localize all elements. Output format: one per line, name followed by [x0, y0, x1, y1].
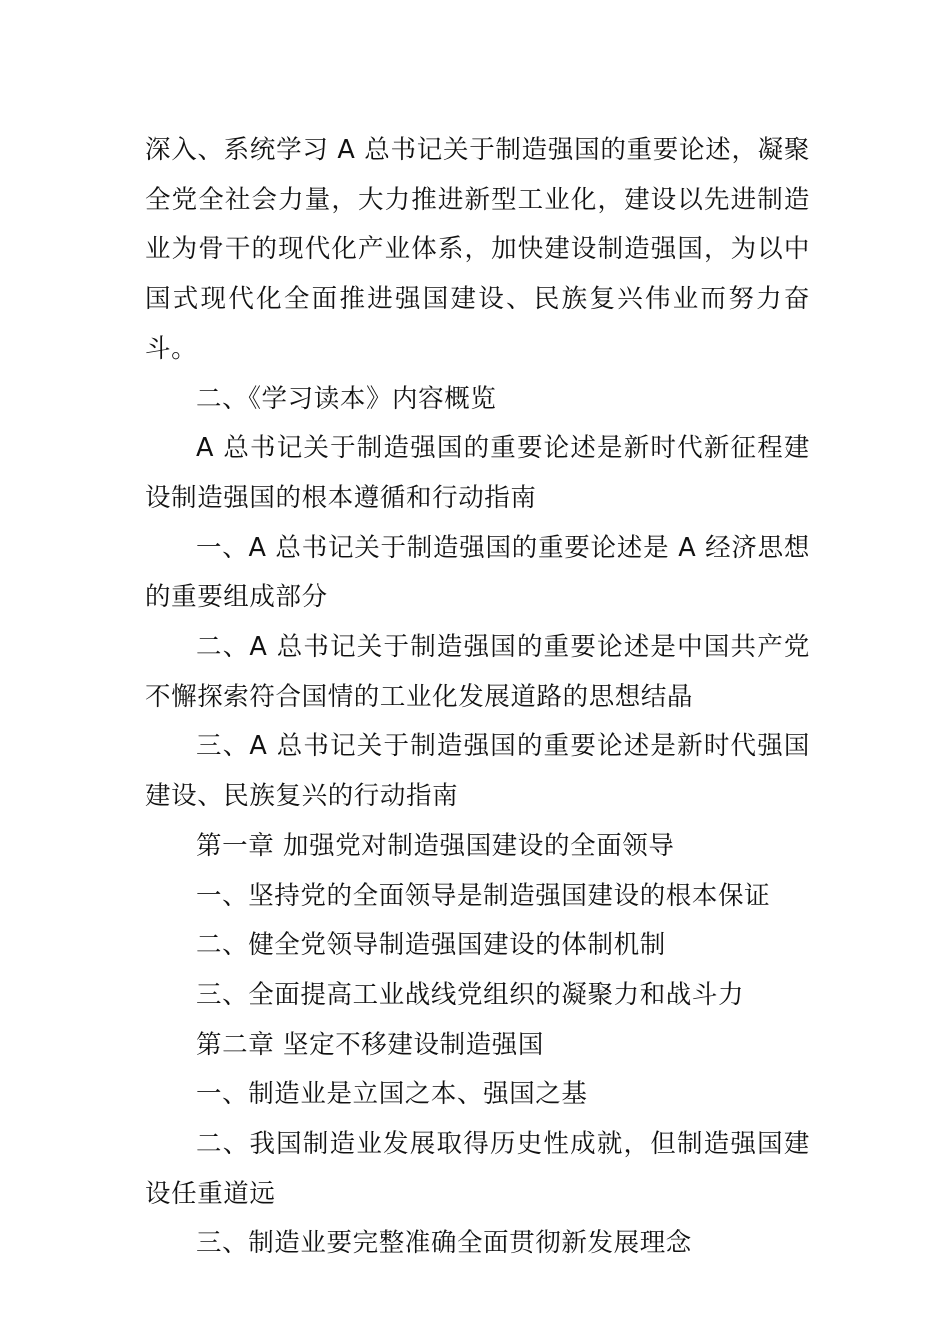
list-item: 二、我国制造业发展取得历史性成就，但制造强国建设任重道远 [145, 1129, 810, 1209]
paragraph: A 总书记关于制造强国的重要论述是新时代新征程建设制造强国的根本遵循和行动指南 [145, 433, 810, 513]
list-item: 一、A 总书记关于制造强国的重要论述是 A 经济思想的重要组成部分 [145, 532, 810, 613]
chapter-heading: 第一章 加强党对制造强国建设的全面领导 [196, 830, 675, 861]
list-item: 三、制造业要完整准确全面贯彻新发展理念 [196, 1228, 692, 1259]
list-item: 二、A 总书记关于制造强国的重要论述是中国共产党不懈探索符合国情的工业化发展道路的思想结晶 [145, 632, 810, 712]
section-heading: 二、《学习读本》内容概览 [196, 383, 497, 414]
list-item: 一、坚持党的全面领导是制造强国建设的根本保证 [196, 880, 771, 911]
list-item: 三、全面提高工业战线党组织的凝聚力和战斗力 [196, 979, 745, 1010]
list-item: 一、制造业是立国之本、强国之基 [196, 1079, 588, 1110]
document-body [145, 126, 810, 1269]
chapter-heading: 第二章 坚定不移建设制造强国 [196, 1029, 545, 1060]
paragraph: 深入、系统学习 A 总书记关于制造强国的重要论述，凝聚全党全社会力量，大力推进新型工业化，建设以先进制造业为骨干的现代化产业体系，加快建设制造强国，为以中国式现代化全面推进强国建设、民族复兴伟业而努力奋斗。 [145, 135, 810, 364]
list-item: 二、健全党领导制造强国建设的体制机制 [196, 930, 666, 961]
list-item: 三、A 总书记关于制造强国的重要论述是新时代强国建设、民族复兴的行动指南 [145, 731, 810, 812]
